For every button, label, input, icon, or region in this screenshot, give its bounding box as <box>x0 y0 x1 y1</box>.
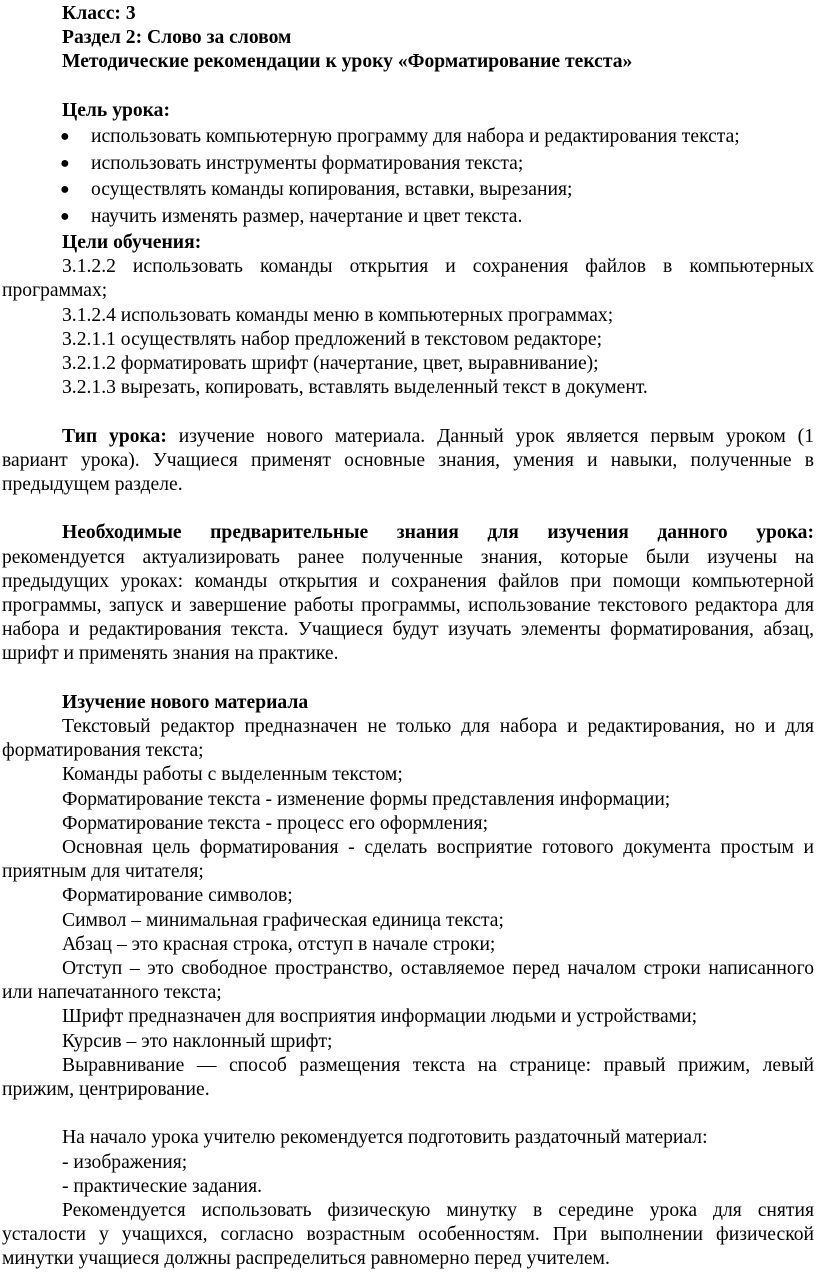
physical-minute-paragraph: Рекомендуется использовать физическую минутку в середине урока для снятия усталости у учащихся, согласно возрастным особенностям. При выполнении физической минутки учащиеся должны распределиться равномерно перед учителем. <box>2 1200 814 1270</box>
lesson-goal-list <box>2 125 814 229</box>
spacer <box>2 497 814 521</box>
learning-goal-item: 3.2.1.2 форматировать шрифт (начертание, цвет, выравнивание); <box>62 353 599 375</box>
new-material-line: Шрифт предназначен для восприятия информации людьми и устройствами; <box>62 1006 698 1028</box>
lesson-type-label: Тип урока: <box>62 425 167 447</box>
list-item: ● научить изменять размер, начертание и цвет текста. <box>2 205 814 229</box>
new-material-line: Форматирование текста - изменение формы представления информации; <box>62 788 671 810</box>
list-item: ● осуществлять команды копирования, вставки, вырезания; <box>2 178 814 202</box>
document-title: Методические рекомендации к уроку «Форматирование текста» <box>62 51 633 73</box>
lesson-goal-heading: Цель урока: <box>62 99 170 121</box>
learning-goal-item: 3.2.1.3 вырезать, копировать, вставлять выделенный текст в документ. <box>62 377 648 399</box>
new-material-line: Основная цель форматирования - сделать восприятие готового документа простым и приятным для читателя; <box>2 837 814 883</box>
handout-intro: На начало урока учителю рекомендуется подготовить раздаточный материал: <box>62 1127 708 1149</box>
lesson-type-paragraph <box>2 425 814 498</box>
new-material-line: Форматирование символов; <box>62 885 293 907</box>
class-line: Класс: 3 <box>62 3 136 24</box>
new-material-line: Форматирование текста - процесс его оформления; <box>62 812 489 834</box>
new-material-line: Команды работы с выделенным текстом; <box>62 764 403 786</box>
learning-goals-heading: Цели обучения: <box>62 232 202 253</box>
handout-item: - изображения; <box>62 1151 188 1173</box>
new-material-line: Курсив – это наклонный шрифт; <box>62 1030 333 1052</box>
bullet-icon: ● <box>60 181 70 198</box>
new-material-line: Выравнивание — способ размещения текста на странице: правый прижим, левый прижим, центрирование. <box>2 1054 814 1101</box>
new-material-line: Символ – минимальная графическая единица текста; <box>62 909 504 931</box>
learning-goal-item: 3.1.2.2 использовать команды открытия и сохранения файлов в компьютерных программах; <box>2 256 814 302</box>
spacer <box>2 400 814 424</box>
handout-item: - практические задания. <box>62 1175 263 1197</box>
new-material-line: Текстовый редактор предназначен не только для набора и редактирования, но и для форматирования текста; <box>2 716 814 762</box>
spacer <box>2 75 814 99</box>
prior-knowledge-label: Необходимые предварительные знания для изучения данного урока: <box>62 522 814 544</box>
list-item: ● использовать инструменты форматирования текста; <box>2 152 814 176</box>
bullet-icon: ● <box>60 154 70 172</box>
list-item: ● использовать компьютерную программу для набора и редактирования текста; <box>2 125 814 149</box>
prior-knowledge-text: рекомендуется актуализировать ранее полученные знания, которые были изучены на предыдущих уроках: команды открытия и сохранения файлов при помощи компьютерной программы, запуск и завершение работы программы, использование текстового редактора для набора и редактирования текста. Учащиеся будут изучать элементы форматирования, абзац, шрифт и применять знания на практике. <box>2 546 814 665</box>
lesson-type-text: изучение нового материала. Данный урок является первым уроком (1 вариант урока). Учащиеся применят основные знания, умения и навыки, полученные в предыдущем разделе. <box>2 425 814 496</box>
spacer <box>2 667 814 691</box>
new-material-line: Абзац – это красная строка, отступ в начале строки; <box>62 933 496 955</box>
spacer <box>2 1102 814 1126</box>
bullet-icon: ● <box>60 128 70 145</box>
bullet-icon: ● <box>60 207 70 225</box>
new-material-line: Отступ – это свободное пространство, оставляемое перед началом строки написанного или напечатанного текста; <box>2 958 814 1004</box>
learning-goal-item: 3.2.1.1 осуществлять набор предложений в текстовом редакторе; <box>62 328 603 350</box>
learning-goal-item: 3.1.2.4 использовать команды меню в компьютерных программах; <box>62 304 614 326</box>
new-material-heading: Изучение нового материала <box>62 691 309 713</box>
section-line: Раздел 2: Слово за словом <box>62 27 292 49</box>
